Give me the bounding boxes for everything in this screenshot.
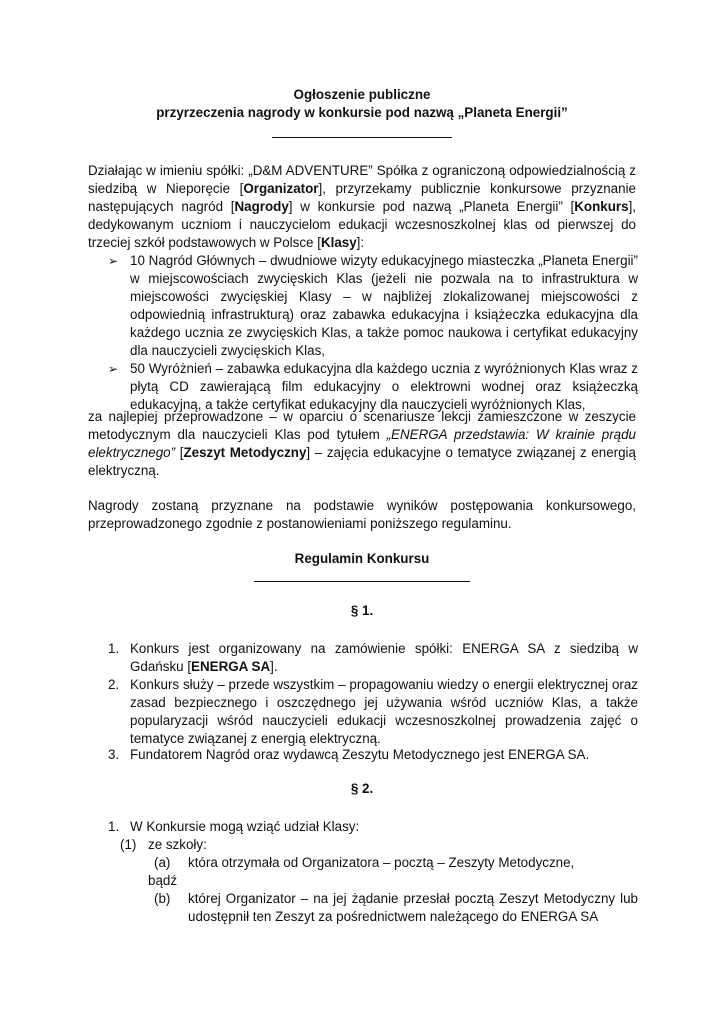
booklet-title: „ENERGA przedstawia: W krainie prądu elektrycznego” [88,427,636,460]
intro-text-4: ], dedykowanym uczniom i nauczycielom edukacji wczesnoszkolnej klas od pierwszej do trzeciej szkół podstawowych w Polsce [ [88,199,637,250]
section-2-point-a [154,854,638,872]
section-1-item-3 [108,746,638,764]
basis-paragraph: Nagrody zostaną przyznane na podstawie wyników postępowania konkursowego, przeprowadzonego zgodnie z postanowieniami poniższego regulaminu. [88,498,636,531]
arrow-bullet-icon: ➢ [108,362,119,376]
or-conjunction: bądź [148,873,178,888]
arrow-bullet-icon: ➢ [108,254,119,268]
description-text-3: ] – zajęcia edukacyjne o tematyce związanej z energią elektryczną. [88,445,636,478]
section-2-item-1 [108,818,638,836]
intro-text-5: ]: [356,235,365,250]
intro-text-3: ] w konkursie pod nazwą „Planeta Energii” [ [288,199,575,214]
title-line-1: Ogłoszenie publiczne [293,87,431,102]
intro-paragraph [88,162,636,252]
intro-term-prizes: Nagrody [234,199,289,214]
item-number: 1. [108,819,120,834]
item-number: 3. [108,747,120,762]
contest-description-paragraph [88,408,636,480]
prize-item-distinction [108,360,638,414]
item-text: Fundatorem Nagród oraz wydawcą Zeszytu Metodycznego jest ENERGA SA. [130,747,590,762]
regulations-underline [254,581,470,582]
point-text: której Organizator – na jej żądanie przesłał pocztą Zeszyt Metodyczny lub udostępnił ten Zeszyt za pośrednictwem należącego do ENERGA SA [188,891,638,924]
prize-item-text: 50 Wyróżnień – zabawka edukacyjna dla każdego ucznia z wyróżnionych Klas wraz z płytą CD zawierającą film edukacyjny o elektrowni wodnej oraz książeczką edukacyjną, a także certyfikat edukacyjny dla nauczycieli wyróżnionych Klas, [130,361,638,412]
regulations-title: Regulamin Konkursu [294,551,430,566]
item-text-end: ]. [270,659,278,674]
title-line-2: przyrzeczenia nagrody w konkursie pod nazwą „Planeta Energii” [156,105,568,120]
section-2-heading: § 2. [350,781,374,796]
section-1-heading: § 1. [350,603,374,618]
intro-text-2: ], przyrzekamy publicznie konkursowe przyznanie następujących nagród [ [88,181,636,214]
section-1-item-2 [108,676,638,748]
announcement-title [88,86,636,122]
point-letter: (a) [154,855,171,870]
section-2-point-b [154,890,638,926]
item-number: 1. [108,641,120,656]
intro-term-contest: Konkurs [574,199,629,214]
intro-term-organizer: Organizator [243,181,319,196]
section-2-subitem-1 [120,836,638,854]
section-1-item-1 [108,640,638,676]
point-letter: (b) [154,891,171,906]
subitem-text: ze szkoły: [148,837,207,852]
item-text: Konkurs służy – przede wszystkim – propagowaniu wiedzy o energii elektrycznej oraz zasad bezpiecznego i oszczędnego jej używania wśród uczniów Klas, a także popularyzacji wśród nauczycieli edukacji wczesnoszkolnej prowadzenia zajęć o tematyce związanej z energią elektryczną. [130,677,638,746]
description-text-1: za najlepiej przeprowadzone – w oparciu o scenariusze lekcji zamieszczone w zeszycie metodycznym dla nauczycieli Klas pod tytułem [88,409,636,442]
intro-term-classes: Klasy [320,235,357,250]
point-text: która otrzymała od Organizatora – pocztą – Zeszyty Metodyczne, [188,855,575,870]
item-number: 2. [108,677,120,692]
item-text: Konkurs jest organizowany na zamówienie spółki: ENERGA SA z siedzibą w Gdańsku [ [130,641,638,674]
subitem-number: (1) [120,837,137,852]
prize-list [108,252,638,414]
title-underline [272,137,452,138]
description-text-2: [ [175,445,184,460]
term-methodical-booklet: Zeszyt Metodyczny [183,445,307,460]
intro-text-1: Działając w imieniu spółki: „D&M ADVENTURE” Spółka z ograniczoną odpowiedzialnością z siedzibą w Nieporęcie [ [88,163,636,196]
term-energa: ENERGA SA [191,659,271,674]
item-text: W Konkursie mogą wziąć udział Klasy: [130,819,360,834]
prize-item-text: 10 Nagród Głównych – dwudniowe wizyty edukacyjnego miasteczka „Planeta Energii” w miejscowościach zwycięskich Klas (jeżeli nie pozwala na to infrastruktura w miejscowości zwycięskiej Klasy – w najbliżej zlokalizowanej miejscowości z odpowiednią infrastrukturą) oraz zabawka edukacyjna i książeczka edukacyjna dla każdego ucznia ze zwycięskich Klas, a także pomoc naukowa i certyfikat edukacyjny dla nauczycieli zwycięskich Klas, [130,253,638,358]
prize-item-main [108,252,638,360]
